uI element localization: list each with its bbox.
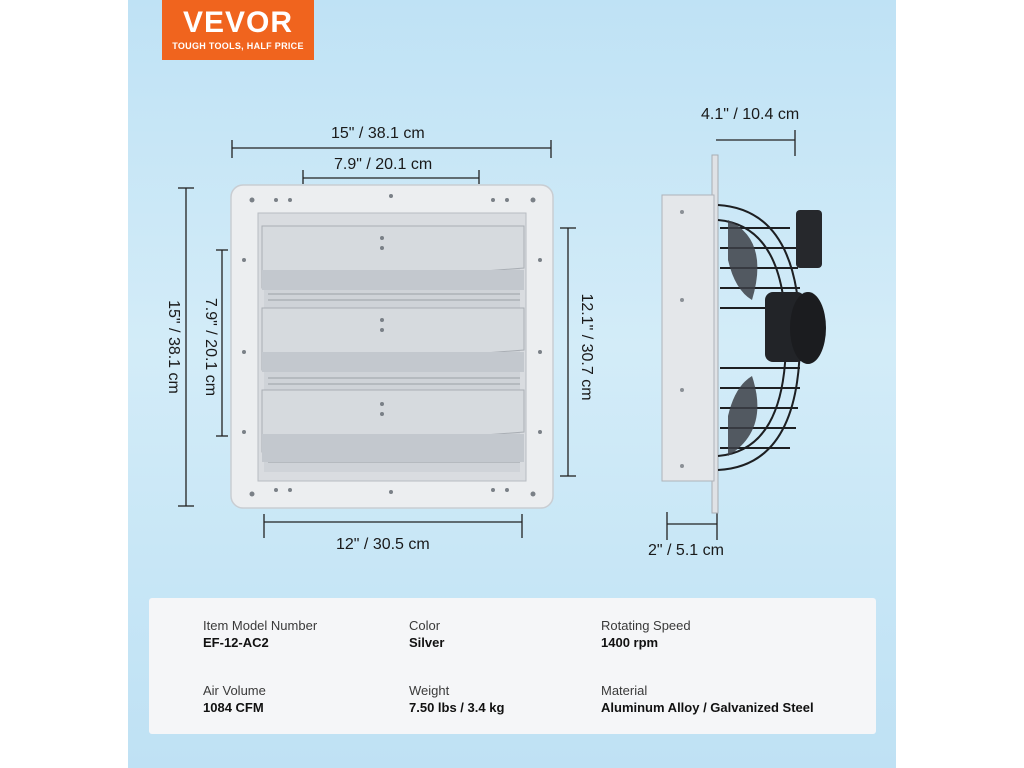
side-depth-label: 4.1" / 10.4 cm [701, 106, 800, 123]
spec-value: Silver [409, 635, 445, 650]
spec-panel [149, 598, 876, 734]
spec-label: Air Volume [203, 683, 266, 698]
spec-value: 1400 rpm [601, 635, 659, 650]
spec-label: Material [601, 683, 648, 698]
spec-rotating-speed [601, 618, 691, 651]
shutter-height-label: 7.9" / 20.1 cm [202, 297, 219, 397]
flange-depth-label: 2" / 5.1 cm [648, 542, 724, 559]
front-width-label: 15" / 38.1 cm [331, 125, 425, 142]
logo-brand: VEVOR [182, 6, 294, 39]
spec-label: Rotating Speed [601, 618, 691, 633]
spec-label: Weight [409, 683, 450, 698]
spec-value: EF-12-AC2 [203, 635, 269, 650]
spec-label: Color [409, 618, 441, 633]
logo-tagline: TOUGH TOOLS, HALF PRICE [172, 41, 304, 51]
spec-value: 7.50 lbs / 3.4 kg [409, 700, 505, 715]
spec-value: 1084 CFM [203, 700, 264, 715]
spec-material [601, 683, 814, 716]
shutter-width-label: 7.9" / 20.1 cm [334, 156, 433, 173]
spec-value: Aluminum Alloy / Galvanized Steel [601, 700, 814, 715]
front-height-label: 15" / 38.1 cm [165, 300, 182, 394]
opening-width-label: 12" / 30.5 cm [336, 536, 430, 553]
spec-weight [409, 683, 504, 716]
spec-model-number [203, 618, 317, 651]
spec-label: Item Model Number [203, 618, 318, 633]
spec-color [409, 618, 444, 651]
opening-height-label: 12.1" / 30.7 cm [578, 293, 595, 401]
spec-air-volume [203, 683, 266, 716]
